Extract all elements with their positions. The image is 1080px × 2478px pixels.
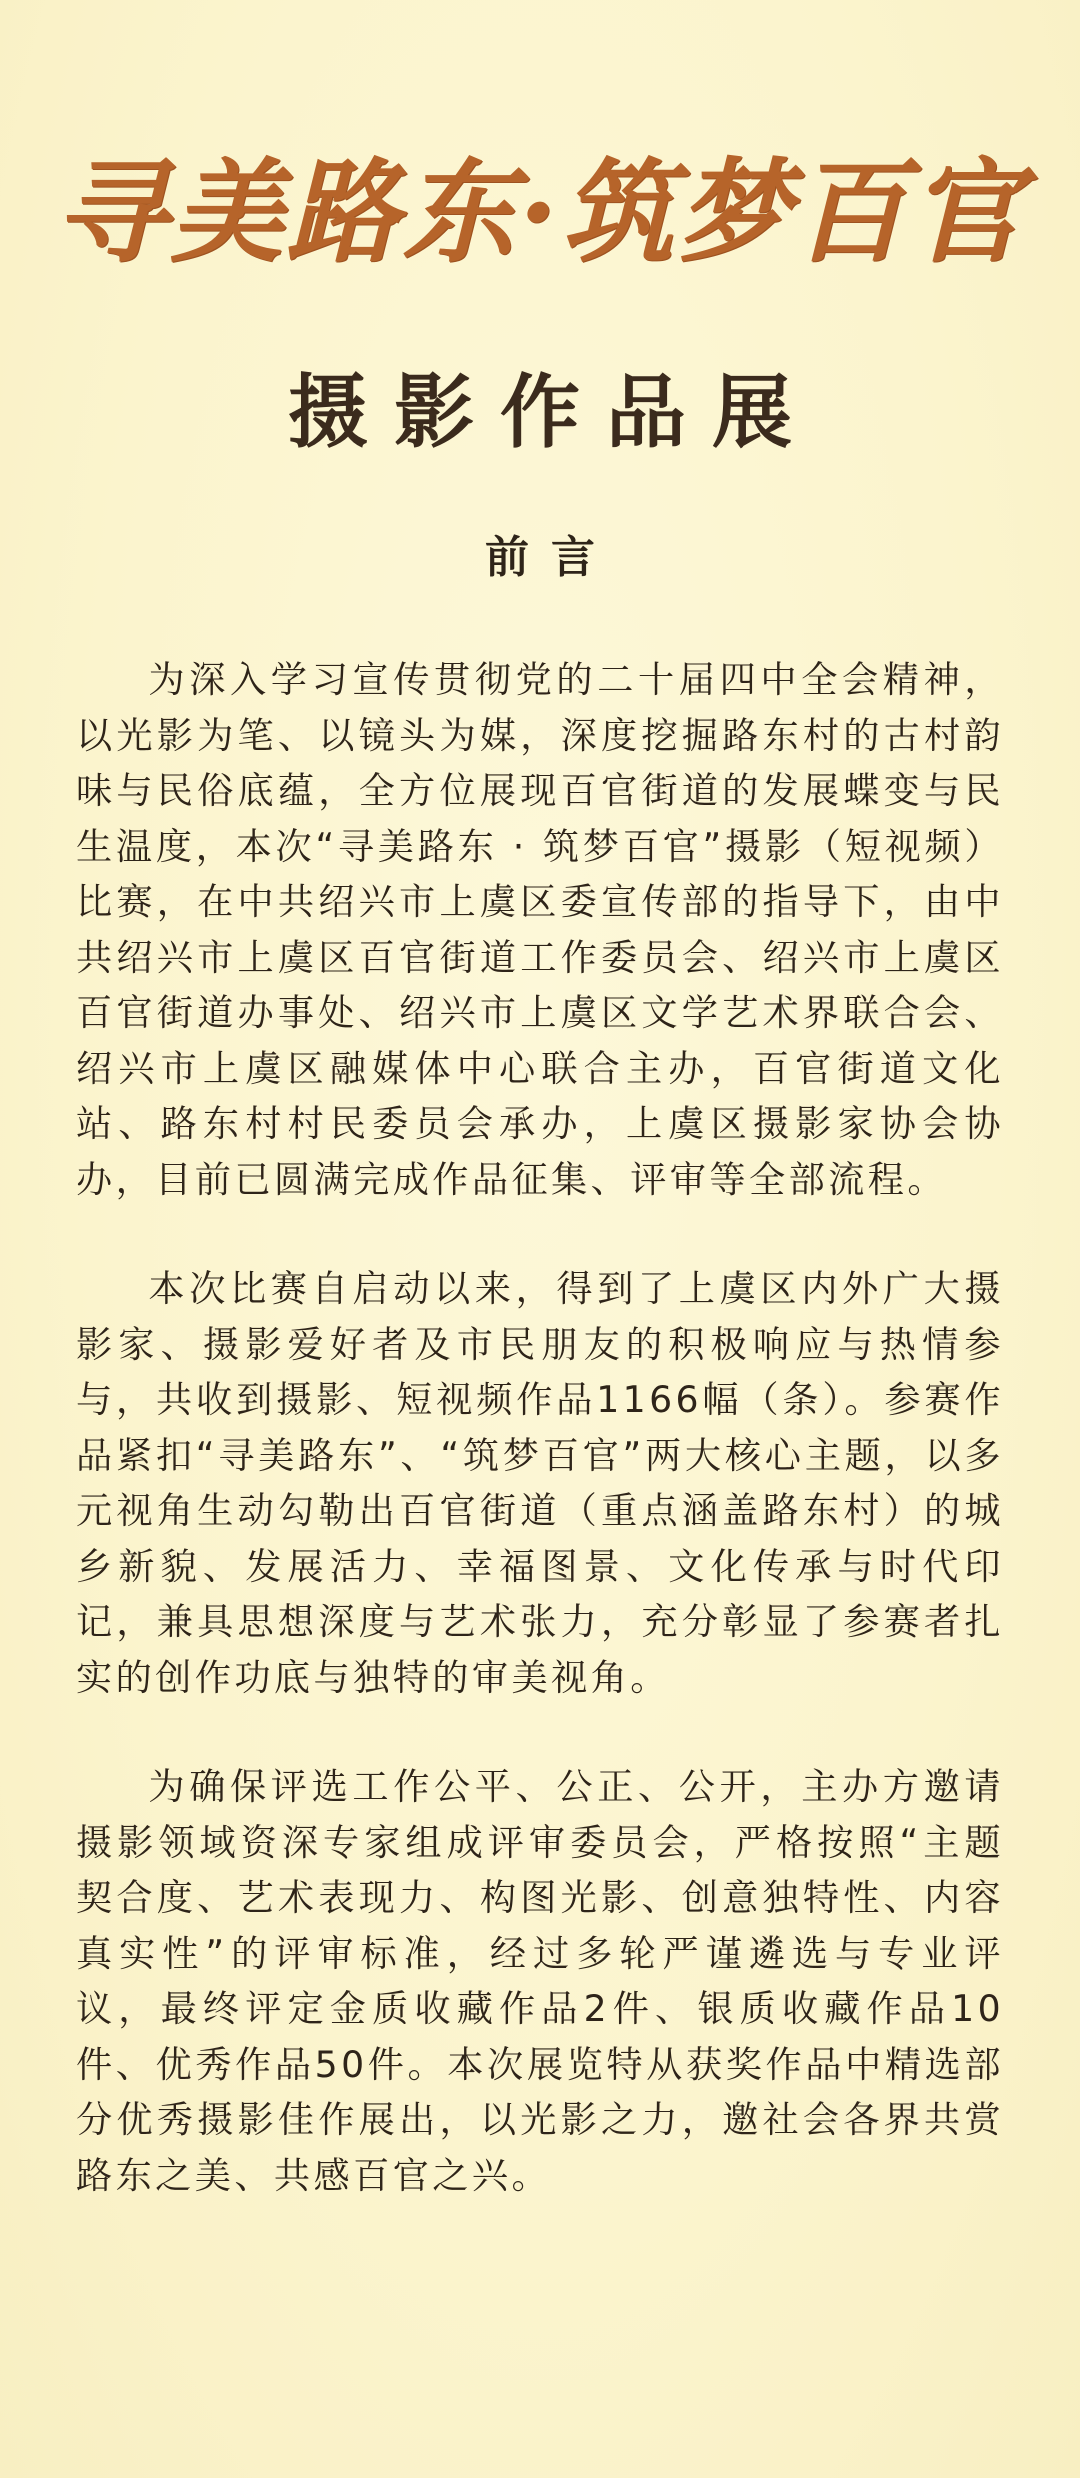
preface-paragraph-2: 本次比赛自启动以来，得到了上虞区内外广大摄影家、摄影爱好者及市民朋友的积极响应与热情参与，共收到摄影、短视频作品1166幅（条）。参赛作品紧扣“寻美路东”、“筑梦百官”两大核心主题，以多元视角生动勾勒出百官街道（重点涵盖路东村）的城乡新貌、发展活力、幸福图景、文化传承与时代印记，兼具思想深度与艺术张力，充分彰显了参赛者扎实的创作功底与独特的审美视角。: [76, 1267, 1004, 1699]
exhibition-subtitle: 摄影作品展: [288, 366, 818, 459]
preface-paragraph-1: 为深入学习宣传贯彻党的二十届四中全会精神，以光影为笔、以镜头为媒，深度挖掘路东村的古村韵味与民俗底蕴，全方位展现百官街道的发展蝶变与民生温度，本次“寻美路东 · 筑梦百官”摄影（短视频）比赛，在中共绍兴市上虞区委宣传部的指导下，由中共绍兴市上虞区百官街道工作委员会、绍兴市上虞区百官街道办事处、绍兴市上虞区文学艺术界联合会、绍兴市上虞区融媒体中心联合主办，百官街道文化站、路东村村民委员会承办，上虞区摄影家协会协办，目前已圆满完成作品征集、评审等全部流程。: [76, 658, 1004, 1201]
preface-heading: 前言: [485, 532, 617, 583]
calligraphy-title: 寻美路东·筑梦百官: [54, 147, 1026, 278]
preface-body: [76, 652, 1004, 2257]
preface-paragraph-3: 为确保评选工作公平、公正、公开，主办方邀请摄影领域资深专家组成评审委员会，严格按照“主题契合度、艺术表现力、构图光影、创意独特性、内容真实性”的评审标准，经过多轮严谨遴选与专业评议，最终评定金质收藏作品2件、银质收藏作品10件、优秀作品50件。本次展览特从获奖作品中精选部分优秀摄影佳作展出，以光影之力，邀社会各界共赏路东之美、共感百官之兴。: [76, 1765, 1004, 2197]
